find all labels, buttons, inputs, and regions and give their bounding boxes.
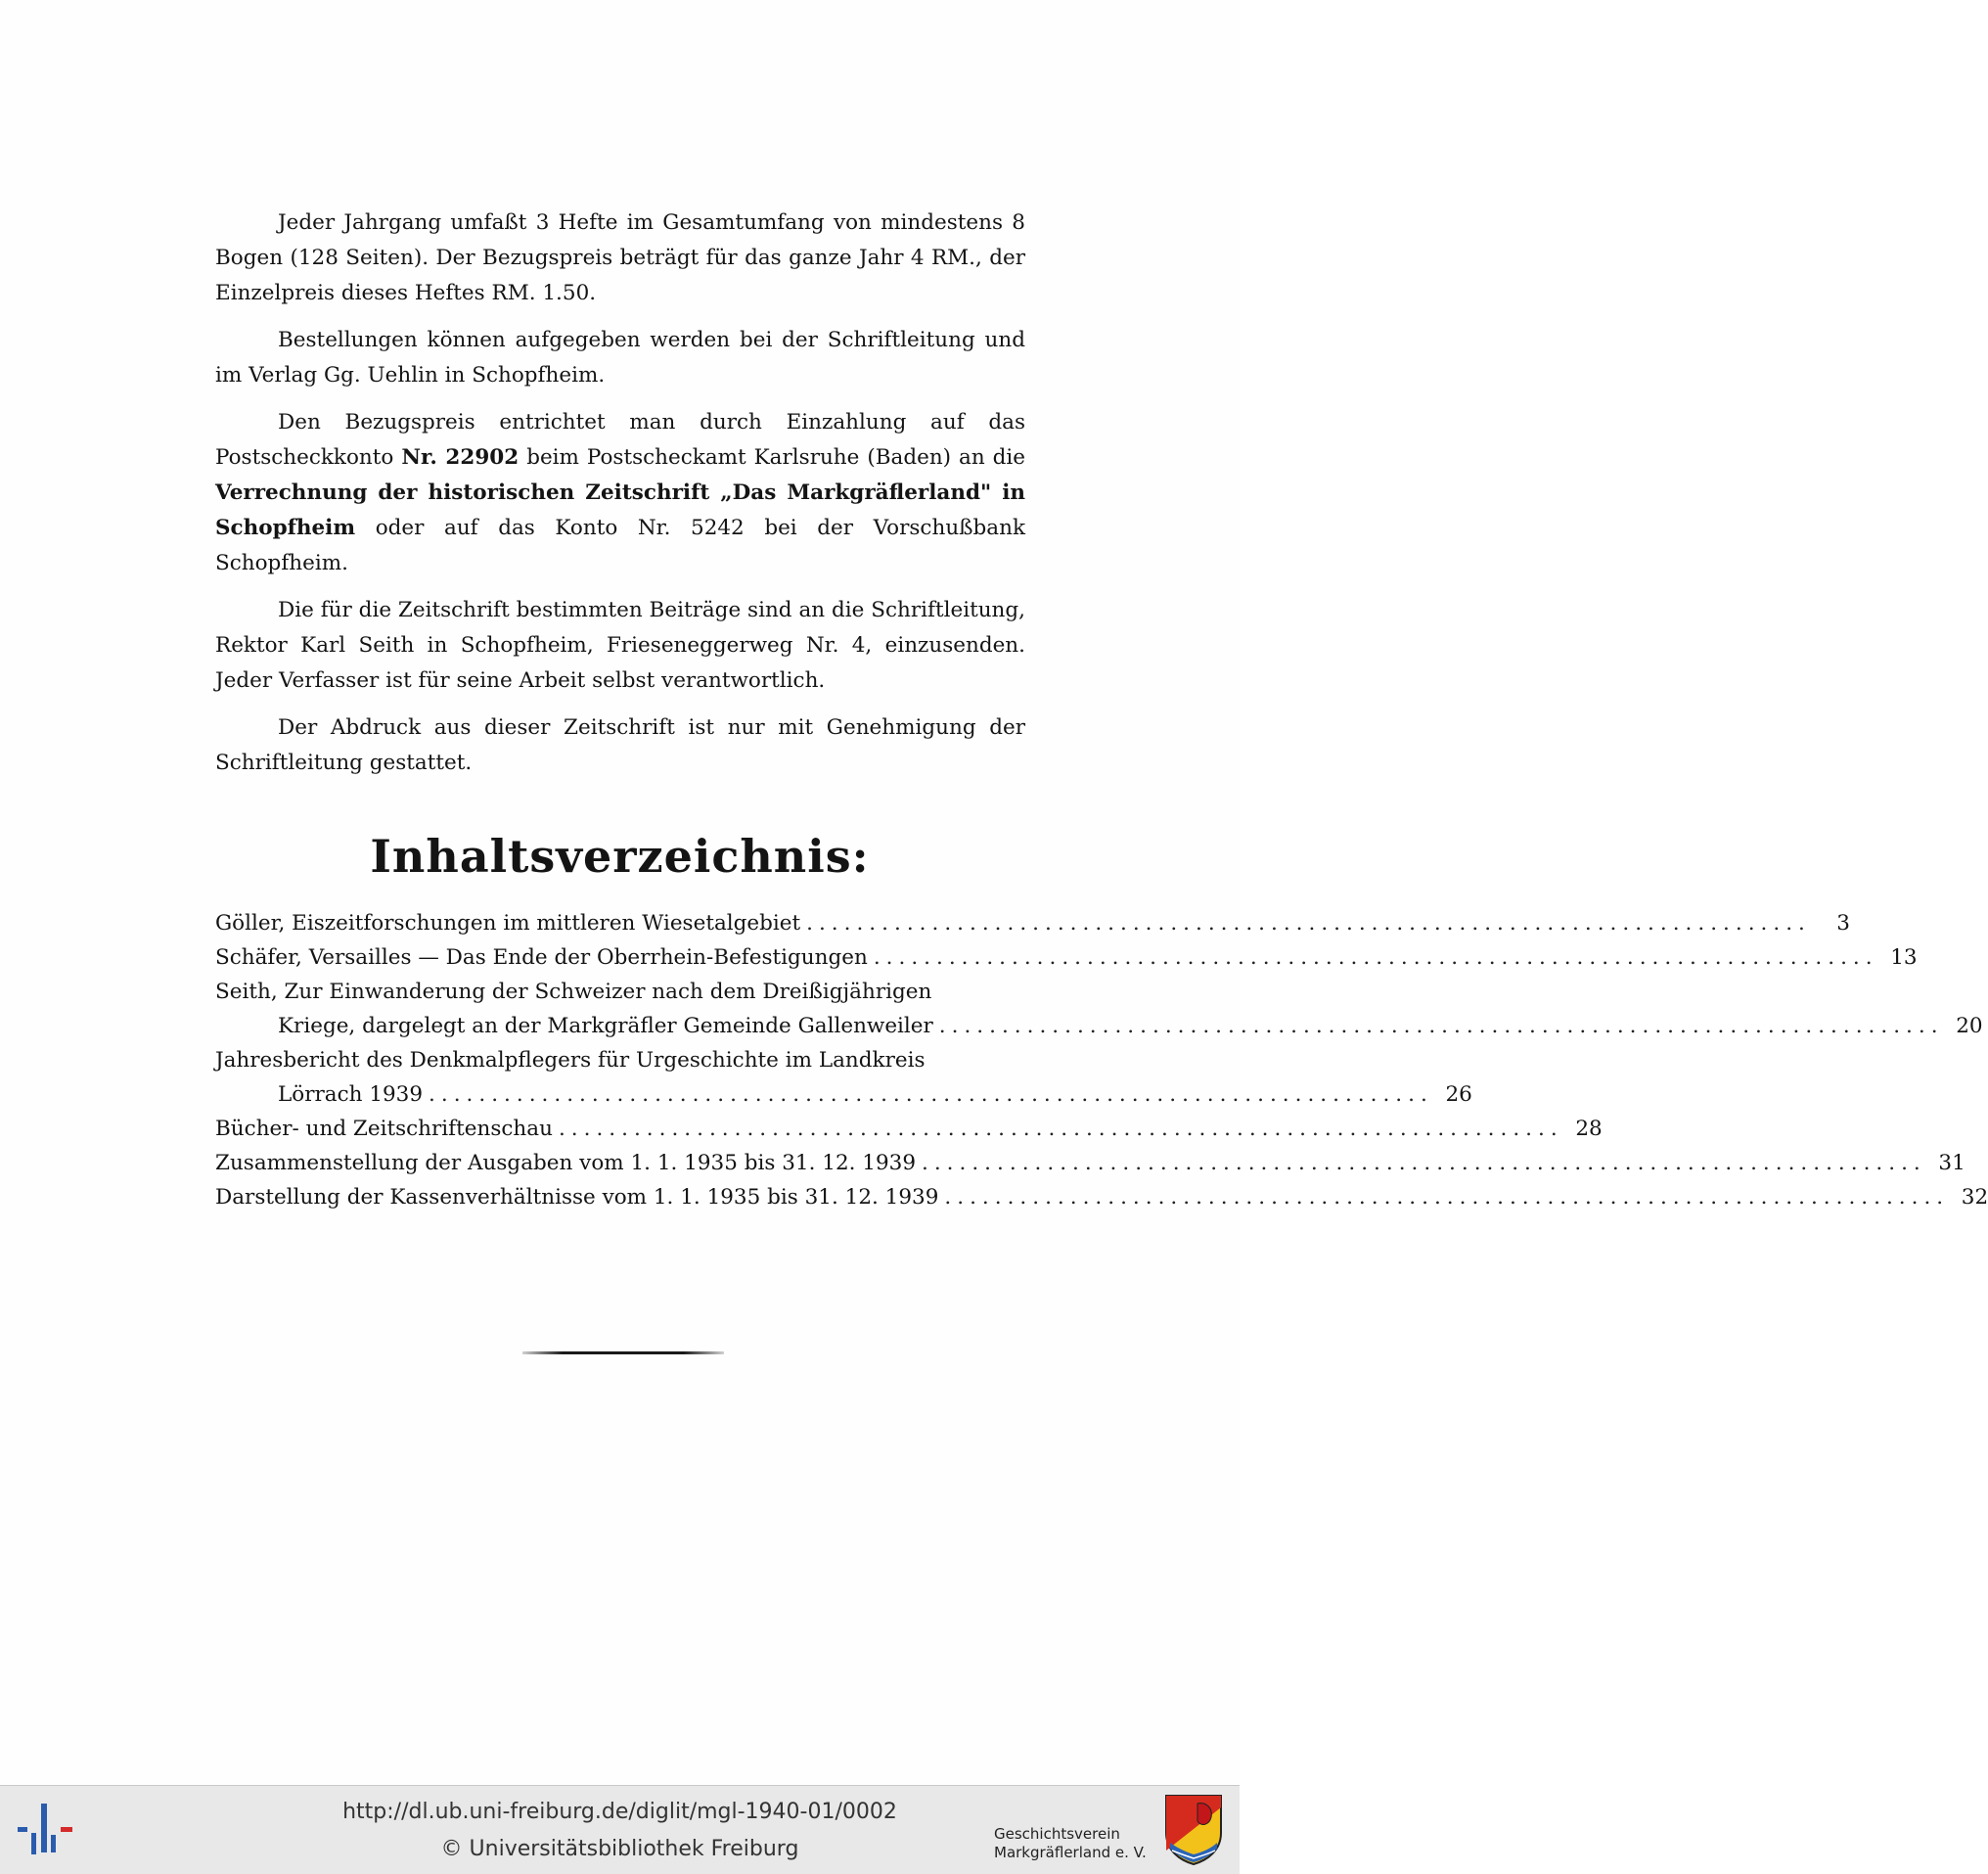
account-holder: Verrechnung der historischen Zeitschrift „Das Markgräflerland" in Schopfheim xyxy=(215,480,1025,540)
paragraph-3-text-c: beim Postscheckamt Karlsruhe (Baden) an die xyxy=(526,445,1026,470)
toc-entry-title: Darstellung der Kassenverhältnisse vom 1. 1. 1935 bis 31. 12. 1939 xyxy=(215,1185,939,1210)
leader-dots: ................................................................................ xyxy=(873,945,1878,970)
account-number: Nr. 22902 xyxy=(401,445,520,470)
society-line-1: Geschichtsverein xyxy=(994,1825,1120,1843)
toc-entry-title-continued: Lörrach 1939 xyxy=(278,1082,424,1107)
leader-dots: ................................................................................ xyxy=(944,1185,1950,1210)
toc-page-number: 32 xyxy=(1961,1185,1988,1210)
toc-entry-title: Schäfer, Versailles — Das Ende der Oberrhein-Befestigungen xyxy=(215,945,868,970)
toc-entry-title-continued: Kriege, dargelegt an der Markgräfler Gemeinde Gallenweiler xyxy=(278,1014,933,1038)
toc-entry xyxy=(215,1180,1988,1214)
toc-entry xyxy=(215,1112,1603,1146)
publication-notes xyxy=(215,206,1025,793)
toc-title: Inhaltsverzeichnis: xyxy=(370,830,870,883)
society-line-2: Markgräflerland e. V. xyxy=(994,1844,1147,1861)
leader-dots: ................................................................................ xyxy=(806,911,1811,936)
copyright-notice: © Universitätsbibliothek Freiburg xyxy=(440,1837,799,1861)
toc-entry-title: Seith, Zur Einwanderung der Schweizer nach dem Dreißigjährigen xyxy=(215,980,932,1004)
notes-paragraph-2: Bestellungen können aufgegeben werden bei der Schriftleitung und im Verlag Gg. Uehlin in Schopfheim. xyxy=(215,328,1025,388)
toc-entry-title: Göller, Eiszeitforschungen im mittleren Wiesetalgebiet xyxy=(215,911,801,936)
toc-entry-title: Bücher- und Zeitschriftenschau xyxy=(215,1117,553,1141)
notes-paragraph-3 xyxy=(215,405,1025,581)
toc-entry-title: Jahresbericht des Denkmalpflegers für Urgeschichte im Landkreis xyxy=(215,1048,926,1073)
leader-dots: ................................................................................ xyxy=(429,1082,1433,1107)
paragraph-3-text-e: oder auf das Konto Nr. 5242 bei der Vorschußbank Schopfheim. xyxy=(215,516,1025,575)
paragraph-3-text-a: Den Bezugspreis entrichtet man durch Einzahlung auf das Postscheckkonto xyxy=(215,410,1025,470)
toc-page-number: 31 xyxy=(1938,1151,1965,1175)
society-name xyxy=(994,1825,1162,1862)
toc-page-number: 13 xyxy=(1890,945,1918,970)
toc-page-number: 20 xyxy=(1956,1014,1983,1038)
leader-dots: ................................................................................ xyxy=(938,1014,1944,1038)
leader-dots: ................................................................................ xyxy=(922,1151,1926,1175)
notes-paragraph-5: Der Abdruck aus dieser Zeitschrift ist nur mit Genehmigung der Schriftleitung gestattet. xyxy=(215,715,1025,775)
notes-paragraph-1: Jeder Jahrgang umfaßt 3 Hefte im Gesamtumfang von mindestens 8 Bogen (128 Seiten). Der Bezugspreis beträgt für das ganze Jahr 4 RM., der Einzelpreis dieses Heftes RM. 1.50. xyxy=(215,210,1025,305)
ornamental-rule xyxy=(522,1351,724,1354)
toc-page-number: 3 xyxy=(1836,911,1850,936)
toc-entry xyxy=(215,975,1983,1043)
toc-entry xyxy=(215,940,1918,975)
permalink-url[interactable]: http://dl.ub.uni-freiburg.de/diglit/mgl-1940-01/0002 xyxy=(342,1800,897,1824)
viewer-footer xyxy=(0,1785,1240,1874)
toc-entry xyxy=(215,1043,1472,1112)
toc-page-number: 26 xyxy=(1445,1082,1472,1107)
toc-entry xyxy=(215,906,1850,940)
toc-page-number: 28 xyxy=(1575,1117,1603,1141)
coat-of-arms-icon xyxy=(1164,1794,1223,1866)
notes-paragraph-4: Die für die Zeitschrift bestimmten Beiträge sind an die Schriftleitung, Rektor Karl Seith in Schopfheim, Frieseneggerweg Nr. 4, einzusenden. Jeder Verfasser ist für seine Arbeit selbst verantwortlich. xyxy=(215,598,1025,693)
toc-entry xyxy=(215,1146,1965,1180)
leader-dots: ................................................................................ xyxy=(558,1117,1563,1141)
toc-entry-title: Zusammenstellung der Ausgaben vom 1. 1. 1935 bis 31. 12. 1939 xyxy=(215,1151,917,1175)
table-of-contents xyxy=(215,906,1988,1214)
